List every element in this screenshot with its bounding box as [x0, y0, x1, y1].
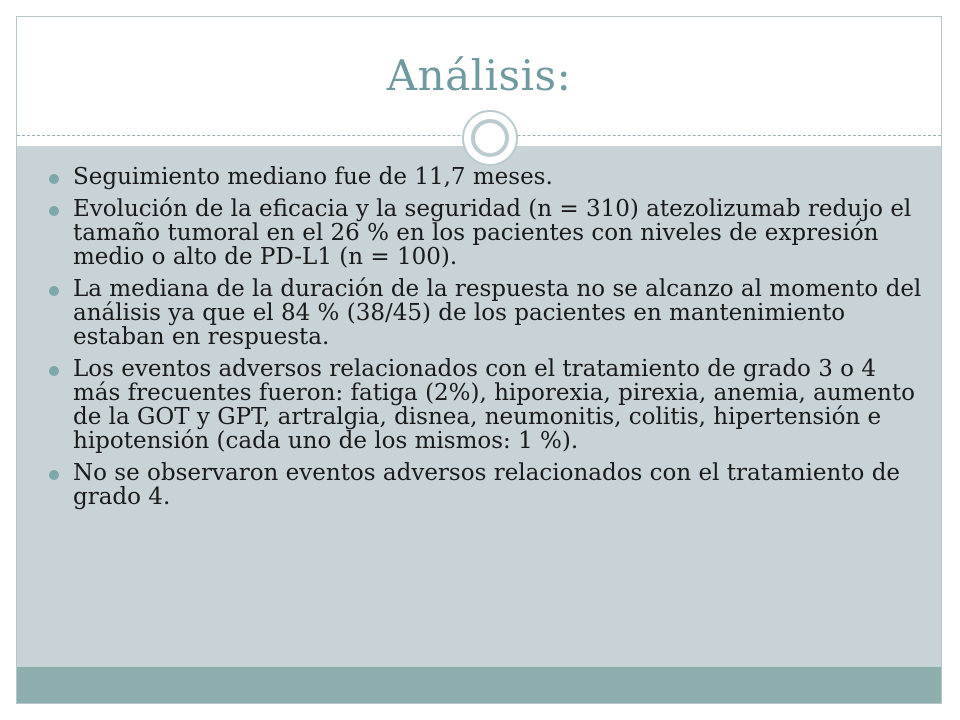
bullet-text: Los eventos adversos relacionados con el tratamiento de grado 3 o 4 más frecuentes fueron: fatiga (2%), hiporexia, pirexia, anemia, aumento de la GOT y GPT, artralgia, disnea, neumonitis, colitis, hipertensión e hipotensión (cada uno de los mismos: 1 %). — [73, 356, 915, 454]
list-item — [47, 277, 927, 349]
bullet-dot-icon — [49, 206, 59, 216]
list-item — [47, 461, 927, 509]
ring-inner — [471, 119, 509, 157]
slide — [16, 16, 942, 704]
bullet-dot-icon — [49, 470, 59, 480]
bullet-dot-icon — [49, 174, 59, 184]
bullet-text: Evolución de la eficacia y la seguridad (n = 310) atezolizumab redujo el tamaño tumoral en el 26 % en los pacientes con niveles de expresión medio o alto de PD-L1 (n = 100). — [73, 196, 912, 270]
bullet-text: La mediana de la duración de la respuesta no se alcanzo al momento del análisis ya que el 84 % (38/45) de los pacientes en mantenimiento estaban en respuesta. — [73, 276, 922, 350]
list-item — [47, 357, 927, 453]
bullet-text: No se observaron eventos adversos relacionados con el tratamiento de grado 4. — [73, 460, 901, 510]
bullet-list — [47, 165, 927, 517]
bullet-dot-icon — [49, 366, 59, 376]
bullet-dot-icon — [49, 286, 59, 296]
bullet-text: Seguimiento mediano fue de 11,7 meses. — [73, 164, 553, 190]
slide-title: Análisis: — [386, 51, 572, 100]
footer-band — [17, 667, 941, 703]
ring-ornament-icon — [462, 110, 518, 166]
list-item — [47, 165, 927, 189]
list-item — [47, 197, 927, 269]
